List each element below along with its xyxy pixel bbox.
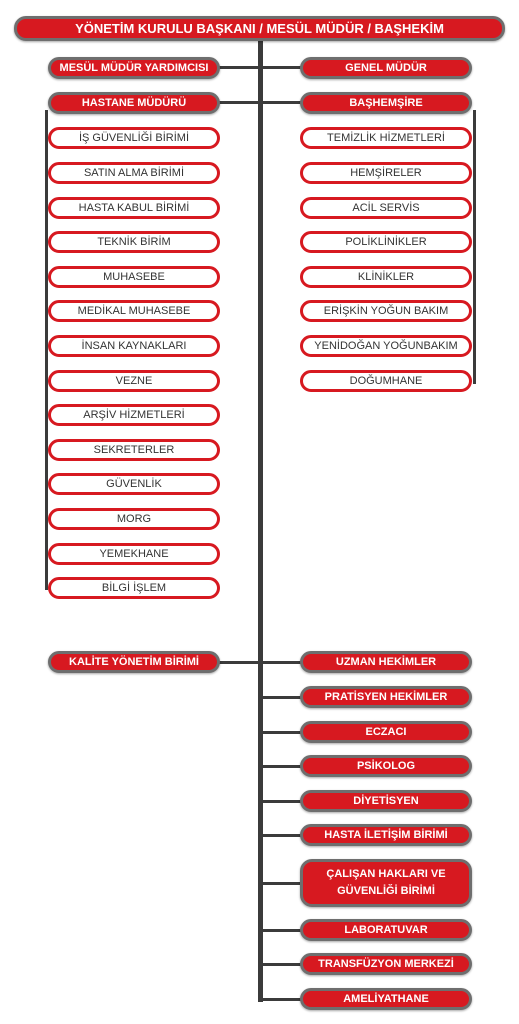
connector-uzman xyxy=(258,661,302,664)
kalite-yonetim-birimi-box: KALİTE YÖNETİM BİRİMİ xyxy=(48,651,220,673)
bottom-unit-box: ECZACI xyxy=(300,721,472,743)
hastane-item: MEDİKAL MUHASEBE xyxy=(48,300,220,322)
connector-mudur-yardimcisi xyxy=(218,66,302,69)
connector-hastane-muduru xyxy=(218,101,302,104)
connector-ameliyathane xyxy=(258,998,302,1001)
bashemsire-item: HEMŞİRELER xyxy=(300,162,472,184)
mesul-mudur-yardimcisi-box: MESÜL MÜDÜR YARDIMCISI xyxy=(48,57,220,79)
bottom-unit-box: HASTA İLETİŞİM BİRİMİ xyxy=(300,824,472,846)
bottom-unit-box: ÇALIŞAN HAKLARI VE GÜVENLİĞİ BİRİMİ xyxy=(300,859,472,907)
connector-hasta-iletisim xyxy=(258,834,302,837)
hastane-item: VEZNE xyxy=(48,370,220,392)
bottom-unit-box: PRATİSYEN HEKİMLER xyxy=(300,686,472,708)
hastane-item: ARŞİV HİZMETLERİ xyxy=(48,404,220,426)
connector-calisan-haklari xyxy=(258,882,302,885)
hastane-item: MORG xyxy=(48,508,220,530)
hastane-item: SEKRETERLER xyxy=(48,439,220,461)
bashemsire-item: YENİDOĞAN YOĞUNBAKIM xyxy=(300,335,472,357)
bottom-unit-box: LABORATUVAR xyxy=(300,919,472,941)
main-vertical-line xyxy=(258,36,263,1002)
connector-pratisyen xyxy=(258,696,302,699)
genel-mudur-box: GENEL MÜDÜR xyxy=(300,57,472,79)
hastane-item: YEMEKHANE xyxy=(48,543,220,565)
bashemsire-item: ERİŞKİN YOĞUN BAKIM xyxy=(300,300,472,322)
bashemsire-item: TEMİZLİK HİZMETLERİ xyxy=(300,127,472,149)
bottom-unit-box: AMELİYATHANE xyxy=(300,988,472,1010)
bashemsire-item: KLİNİKLER xyxy=(300,266,472,288)
hastane-item: HASTA KABUL BİRİMİ xyxy=(48,197,220,219)
bottom-unit-box: DİYETİSYEN xyxy=(300,790,472,812)
hastane-item: İŞ GÜVENLİĞİ BİRİMİ xyxy=(48,127,220,149)
hastane-item: GÜVENLİK xyxy=(48,473,220,495)
top-executive-box: YÖNETİM KURULU BAŞKANI / MESÜL MÜDÜR / BAŞHEKİM xyxy=(14,16,505,41)
bashemsire-box: BAŞHEMŞİRE xyxy=(300,92,472,114)
bottom-unit-box: UZMAN HEKİMLER xyxy=(300,651,472,673)
connector-transfuzyon xyxy=(258,963,302,966)
bottom-unit-box: TRANSFÜZYON MERKEZİ xyxy=(300,953,472,975)
connector-laboratuvar xyxy=(258,929,302,932)
connector-psikolog xyxy=(258,765,302,768)
hastane-item: BİLGİ İŞLEM xyxy=(48,577,220,599)
hastane-item: İNSAN KAYNAKLARI xyxy=(48,335,220,357)
bashemsire-item: DOĞUMHANE xyxy=(300,370,472,392)
hastane-item: TEKNİK BİRİM xyxy=(48,231,220,253)
hastane-item: SATIN ALMA BİRİMİ xyxy=(48,162,220,184)
bottom-unit-box: PSİKOLOG xyxy=(300,755,472,777)
connector-eczaci xyxy=(258,731,302,734)
bashemsire-item: ACİL SERVİS xyxy=(300,197,472,219)
bashemsire-items-vertical xyxy=(473,110,476,384)
hastane-muduru-box: HASTANE MÜDÜRÜ xyxy=(48,92,220,114)
bashemsire-item: POLİKLİNİKLER xyxy=(300,231,472,253)
hastane-item: MUHASEBE xyxy=(48,266,220,288)
connector-diyetisyen xyxy=(258,800,302,803)
